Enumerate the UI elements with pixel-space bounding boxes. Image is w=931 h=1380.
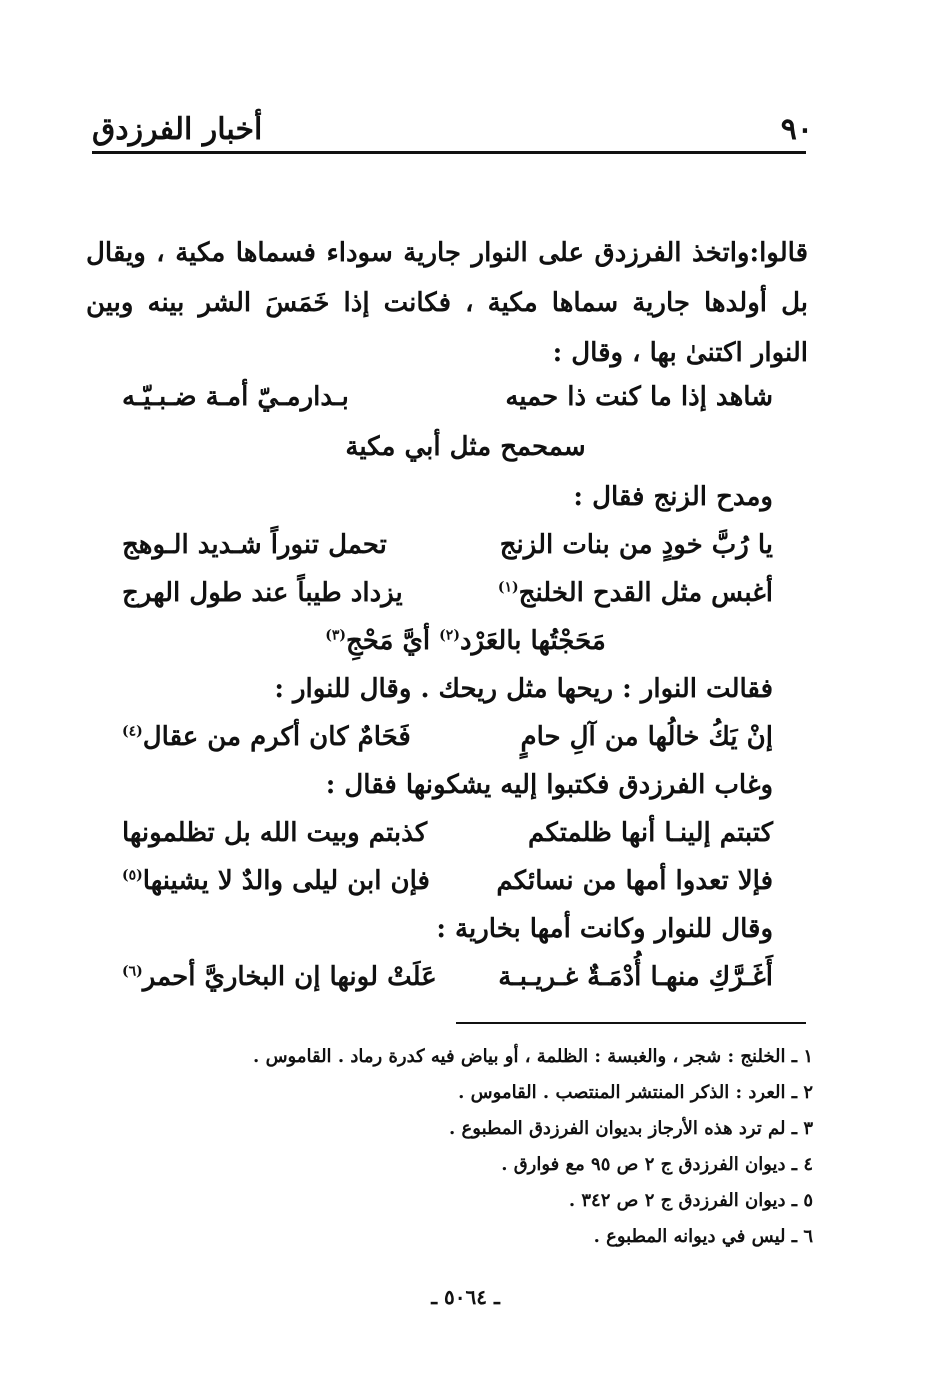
page-number: ٩٠ — [780, 112, 813, 147]
verse1-third-line: سمحمح مثل أبي مكية — [345, 432, 586, 462]
verse2-line1-b: تحمل تنوراً شـديد الـوهج — [122, 530, 387, 560]
verse4-line1-b: كذبتم وبيت الله بل تظلمونها — [122, 818, 428, 848]
verse2-line3-text: مَحَجْتُها بالعَرْد — [459, 626, 606, 656]
verse4-line2-a: فإلا تعدوا أمها من نسائكم — [496, 866, 773, 896]
verse2-line2-a-text: أغبس مثل القدح الخلنج — [518, 578, 773, 608]
footnote-ref-4: (٤) — [122, 723, 143, 740]
folio-number: ـ ٥٠٦٤ ـ — [431, 1285, 500, 1309]
footnote-separator — [456, 1022, 806, 1024]
verse1-first-hemistich: شاهد إذا ما كنت ذا حميه — [505, 382, 773, 412]
footnote-4: ٤ ـ ديوان الفرزدق ج ٢ ص ٩٥ مع فوارق . — [501, 1154, 813, 1175]
footnote-ref-1: (١) — [497, 579, 519, 596]
footnote-ref-3: (٣) — [325, 627, 346, 644]
verse5-b — [122, 962, 437, 992]
verse3-b — [122, 722, 411, 752]
verse2-line3-b: أيَّ مَحْجِ — [345, 626, 431, 656]
verse4-line2-b — [122, 866, 430, 896]
footnote-1: ١ ـ الخلنج : شجر ، والغبسة : الظلمة ، أو بياض فيه كدرة رماد . القاموس . — [253, 1046, 813, 1067]
header-rule — [92, 151, 806, 154]
verse4-line1-a: كتبتم إلينـا أنها ظلمتكم — [528, 818, 773, 848]
verse1-second-hemistich: بـدارمـيّ أمـة ضـبـيّـه — [122, 382, 349, 412]
verse2-line3 — [0, 626, 931, 656]
verse3-a: إنْ يَكُ خالُها من آلِ حامٍ — [520, 722, 773, 752]
paragraph-absence: وغاب الفرزدق فكتبوا إليه يشكونها فقال : — [325, 770, 773, 800]
footnote-ref-2: (٢) — [439, 627, 460, 644]
verse3-b-text: فَحَامٌ كان أكرم من عقال — [142, 722, 411, 752]
verse5-b-text: عَلَتْ لونها إن البخاريَّ أحمر — [142, 962, 437, 992]
verse2-line2-b: يزداد طيباً عند طول الهرج — [122, 578, 403, 608]
verse2-line2-a — [498, 578, 773, 608]
footnote-ref-6: (٦) — [122, 963, 143, 980]
footnote-5: ٥ ـ ديوان الفرزدق ج ٢ ص ٣٤٢ . — [568, 1190, 813, 1211]
footnote-6: ٦ ـ ليس في ديوانه المطبوع . — [593, 1226, 813, 1247]
running-title: أخبار الفرزدق — [92, 112, 263, 147]
paragraph-nawar-reply: فقالت النوار : ريحها مثل ريحك . وقال للنوار : — [274, 674, 773, 704]
footnote-ref-5: (٥) — [122, 867, 143, 884]
footnote-2: ٢ ـ العرد : الذكر المنتشر المنتصب . القاموس . — [458, 1082, 813, 1103]
intro-paragraph: قالوا:واتخذ الفرزدق على النوار جارية سوداء فسماها مكية ، ويقال بل أولدها جارية سماها مكية ، فكانت إذا خَمَسَ الشر بينه وبين النوار اكتنىٰ بها ، وقال : — [86, 238, 808, 368]
verse4-line2-b-text: فإن ابن ليلى والدٌ لا يشينها — [142, 866, 430, 896]
footnote-3: ٣ ـ لم ترد هذه الأرجاز بديوان الفرزدق المطبوع . — [449, 1118, 813, 1139]
verse5-a: أَغَـرَّكِ منهـا أُدْمَـةٌ غـريـبـة — [498, 962, 773, 992]
verse2-line1-a: يا رُبَّ خودٍ من بنات الزنج — [499, 530, 773, 560]
paragraph-zanj: ومدح الزنج فقال : — [573, 482, 773, 512]
paragraph-bukhari: وقال للنوار وكانت أمها بخارية : — [436, 914, 773, 944]
